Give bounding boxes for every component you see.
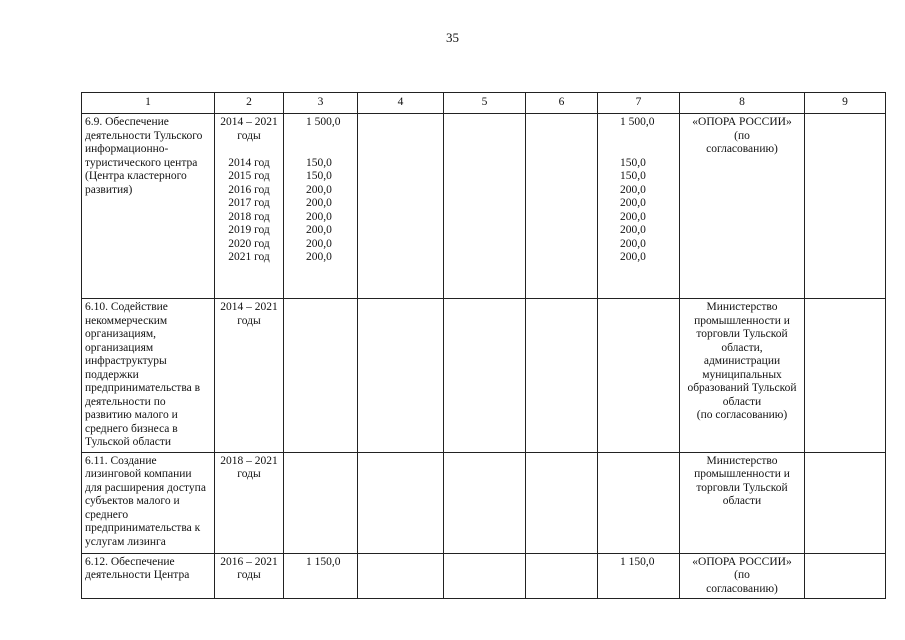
responsible-line: области,: [721, 341, 763, 354]
responsible-line: Министерство: [706, 454, 778, 467]
empty-cell: [526, 452, 598, 553]
year-amount: 150,0: [306, 156, 332, 169]
empty-cell: [805, 299, 886, 453]
empty-cell: [805, 452, 886, 553]
year-amount: 200,0: [306, 183, 332, 196]
period-unit: годы: [237, 468, 261, 480]
responsible-line: Министерство: [706, 301, 778, 313]
responsible-cell: [680, 114, 805, 299]
year-label: 2018 год: [228, 210, 270, 223]
total-amount: 1 500,0: [306, 116, 341, 128]
year-amount: 200,0: [620, 237, 646, 250]
empty-cell: [598, 299, 680, 453]
year-amount: 200,0: [306, 237, 332, 250]
activity-name-cell: [82, 452, 215, 553]
period-unit: годы: [237, 314, 261, 327]
period-range: 2016 – 2021: [220, 555, 278, 568]
year-amount: 150,0: [306, 170, 332, 182]
header-cell: 6: [526, 93, 598, 114]
responsible-line: администрации: [703, 355, 781, 367]
year-amount: 200,0: [306, 210, 332, 223]
responsible-line: области: [722, 495, 762, 507]
empty-cell: [444, 452, 526, 553]
header-cell: 7: [598, 93, 680, 114]
table-row: [82, 553, 886, 599]
responsible-line: муниципальных: [702, 368, 782, 381]
activity-name-line: 6.11. Создание: [85, 454, 157, 467]
year-amount: 200,0: [306, 197, 332, 209]
activity-name-line: поддержки: [85, 368, 139, 381]
responsible-cell: [680, 553, 805, 599]
year-amount: 200,0: [306, 251, 332, 263]
year-label: 2015 год: [228, 170, 270, 182]
period-unit: годы: [237, 129, 261, 142]
empty-cell: [805, 114, 886, 299]
year-amount: 150,0: [620, 156, 646, 169]
activity-name-line: Тульской области: [85, 436, 172, 448]
activities-table: [81, 92, 886, 599]
empty-cell: [526, 114, 598, 299]
empty-cell: [805, 553, 886, 599]
activity-name-line: туристического центра: [85, 156, 198, 169]
page-number: 35: [446, 30, 459, 45]
activity-name-line: среднего: [85, 508, 129, 521]
activity-name-line: деятельности Тульского: [85, 129, 203, 142]
activity-name-line: для расширения доступа: [85, 481, 206, 494]
header-cell: 1: [82, 93, 215, 114]
total-amount: 1 150,0: [620, 555, 655, 568]
activity-name-line: деятельности по: [85, 395, 166, 408]
total-amount: 1 500,0: [620, 116, 655, 128]
year-label: 2014 год: [228, 156, 270, 169]
amount-cell-col3: [284, 114, 358, 299]
year-label: 2016 год: [228, 183, 270, 196]
year-amount: 200,0: [620, 210, 646, 223]
activity-name-cell: [82, 299, 215, 453]
period-range: 2014 – 2021: [220, 116, 278, 128]
amount-cell-col3: [284, 553, 358, 599]
period-cell: [215, 114, 284, 299]
responsible-line: согласованию): [706, 143, 778, 155]
activity-name-line: среднего бизнеса в: [85, 422, 178, 435]
period-unit: годы: [237, 569, 261, 581]
activity-name-line: развития): [85, 183, 133, 196]
activity-name-line: некоммерческим: [85, 314, 168, 327]
responsible-line: образований Тульской: [687, 382, 797, 394]
activity-name-line: 6.10. Содействие: [85, 301, 168, 313]
activity-name-line: развитию малого и: [85, 409, 178, 421]
empty-cell: [358, 553, 444, 599]
amount-cell-col7: [598, 114, 680, 299]
activity-name-line: (Центра кластерного: [85, 170, 187, 182]
empty-cell: [444, 299, 526, 453]
activity-name-line: услугам лизинга: [85, 535, 166, 548]
year-label: 2020 год: [228, 237, 270, 250]
table-row: [82, 452, 886, 553]
table-row: [82, 114, 886, 299]
empty-cell: [358, 114, 444, 299]
activity-name-line: 6.12. Обеспечение: [85, 555, 175, 568]
header-cell: 5: [444, 93, 526, 114]
responsible-cell: [680, 452, 805, 553]
header-cell: 8: [680, 93, 805, 114]
activity-name-line: инфраструктуры: [85, 355, 167, 367]
empty-cell: [526, 299, 598, 453]
activity-name-line: информационно-: [85, 143, 169, 155]
year-label: 2017 год: [228, 197, 270, 209]
responsible-cell: [680, 299, 805, 453]
empty-cell: [598, 452, 680, 553]
activity-name-line: организациям: [85, 341, 154, 354]
period-cell: [215, 553, 284, 599]
empty-cell: [358, 452, 444, 553]
header-cell: 4: [358, 93, 444, 114]
responsible-line: промышленности и: [694, 314, 790, 327]
header-cell: 9: [805, 93, 886, 114]
period-range: 2014 – 2021: [220, 301, 278, 313]
year-amount: 200,0: [306, 224, 332, 236]
responsible-line: торговли Тульской: [696, 481, 788, 494]
year-amount: 200,0: [620, 251, 646, 263]
responsible-line: торговли Тульской: [696, 328, 788, 340]
empty-cell: [526, 553, 598, 599]
year-label: 2019 год: [228, 224, 270, 236]
activity-name-line: лизинговой компании: [85, 468, 192, 480]
header-cell: 3: [284, 93, 358, 114]
year-amount: 150,0: [620, 170, 646, 182]
activity-name-line: субъектов малого и: [85, 495, 180, 507]
year-amount: 200,0: [620, 197, 646, 209]
responsible-line: области: [722, 395, 762, 408]
amount-cell-col7: [598, 553, 680, 599]
year-amount: 200,0: [620, 183, 646, 196]
activity-name-line: 6.9. Обеспечение: [85, 116, 169, 128]
header-row: [82, 93, 886, 114]
activity-name-line: организациям,: [85, 328, 157, 340]
responsible-line: промышленности и: [694, 468, 790, 480]
responsible-line: «ОПОРА РОССИИ» (по: [692, 116, 792, 142]
total-amount: 1 150,0: [306, 555, 341, 568]
activity-name-cell: [82, 553, 215, 599]
year-amount: 200,0: [620, 224, 646, 236]
period-cell: [215, 299, 284, 453]
year-label: 2021 год: [228, 251, 270, 263]
header-cell: 2: [215, 93, 284, 114]
period-cell: [215, 452, 284, 553]
responsible-line: «ОПОРА РОССИИ» (по: [692, 555, 792, 581]
empty-cell: [444, 114, 526, 299]
activity-name-line: предпринимательства в: [85, 382, 201, 394]
period-range: 2018 – 2021: [220, 454, 278, 467]
activity-name-line: предпринимательства к: [85, 522, 201, 534]
empty-cell: [358, 299, 444, 453]
empty-cell: [284, 452, 358, 553]
responsible-line: согласованию): [706, 582, 778, 595]
activity-name-cell: [82, 114, 215, 299]
responsible-line: (по согласованию): [696, 409, 788, 421]
activity-name-line: деятельности Центра: [85, 569, 190, 581]
empty-cell: [284, 299, 358, 453]
table-row: [82, 299, 886, 453]
empty-cell: [444, 553, 526, 599]
